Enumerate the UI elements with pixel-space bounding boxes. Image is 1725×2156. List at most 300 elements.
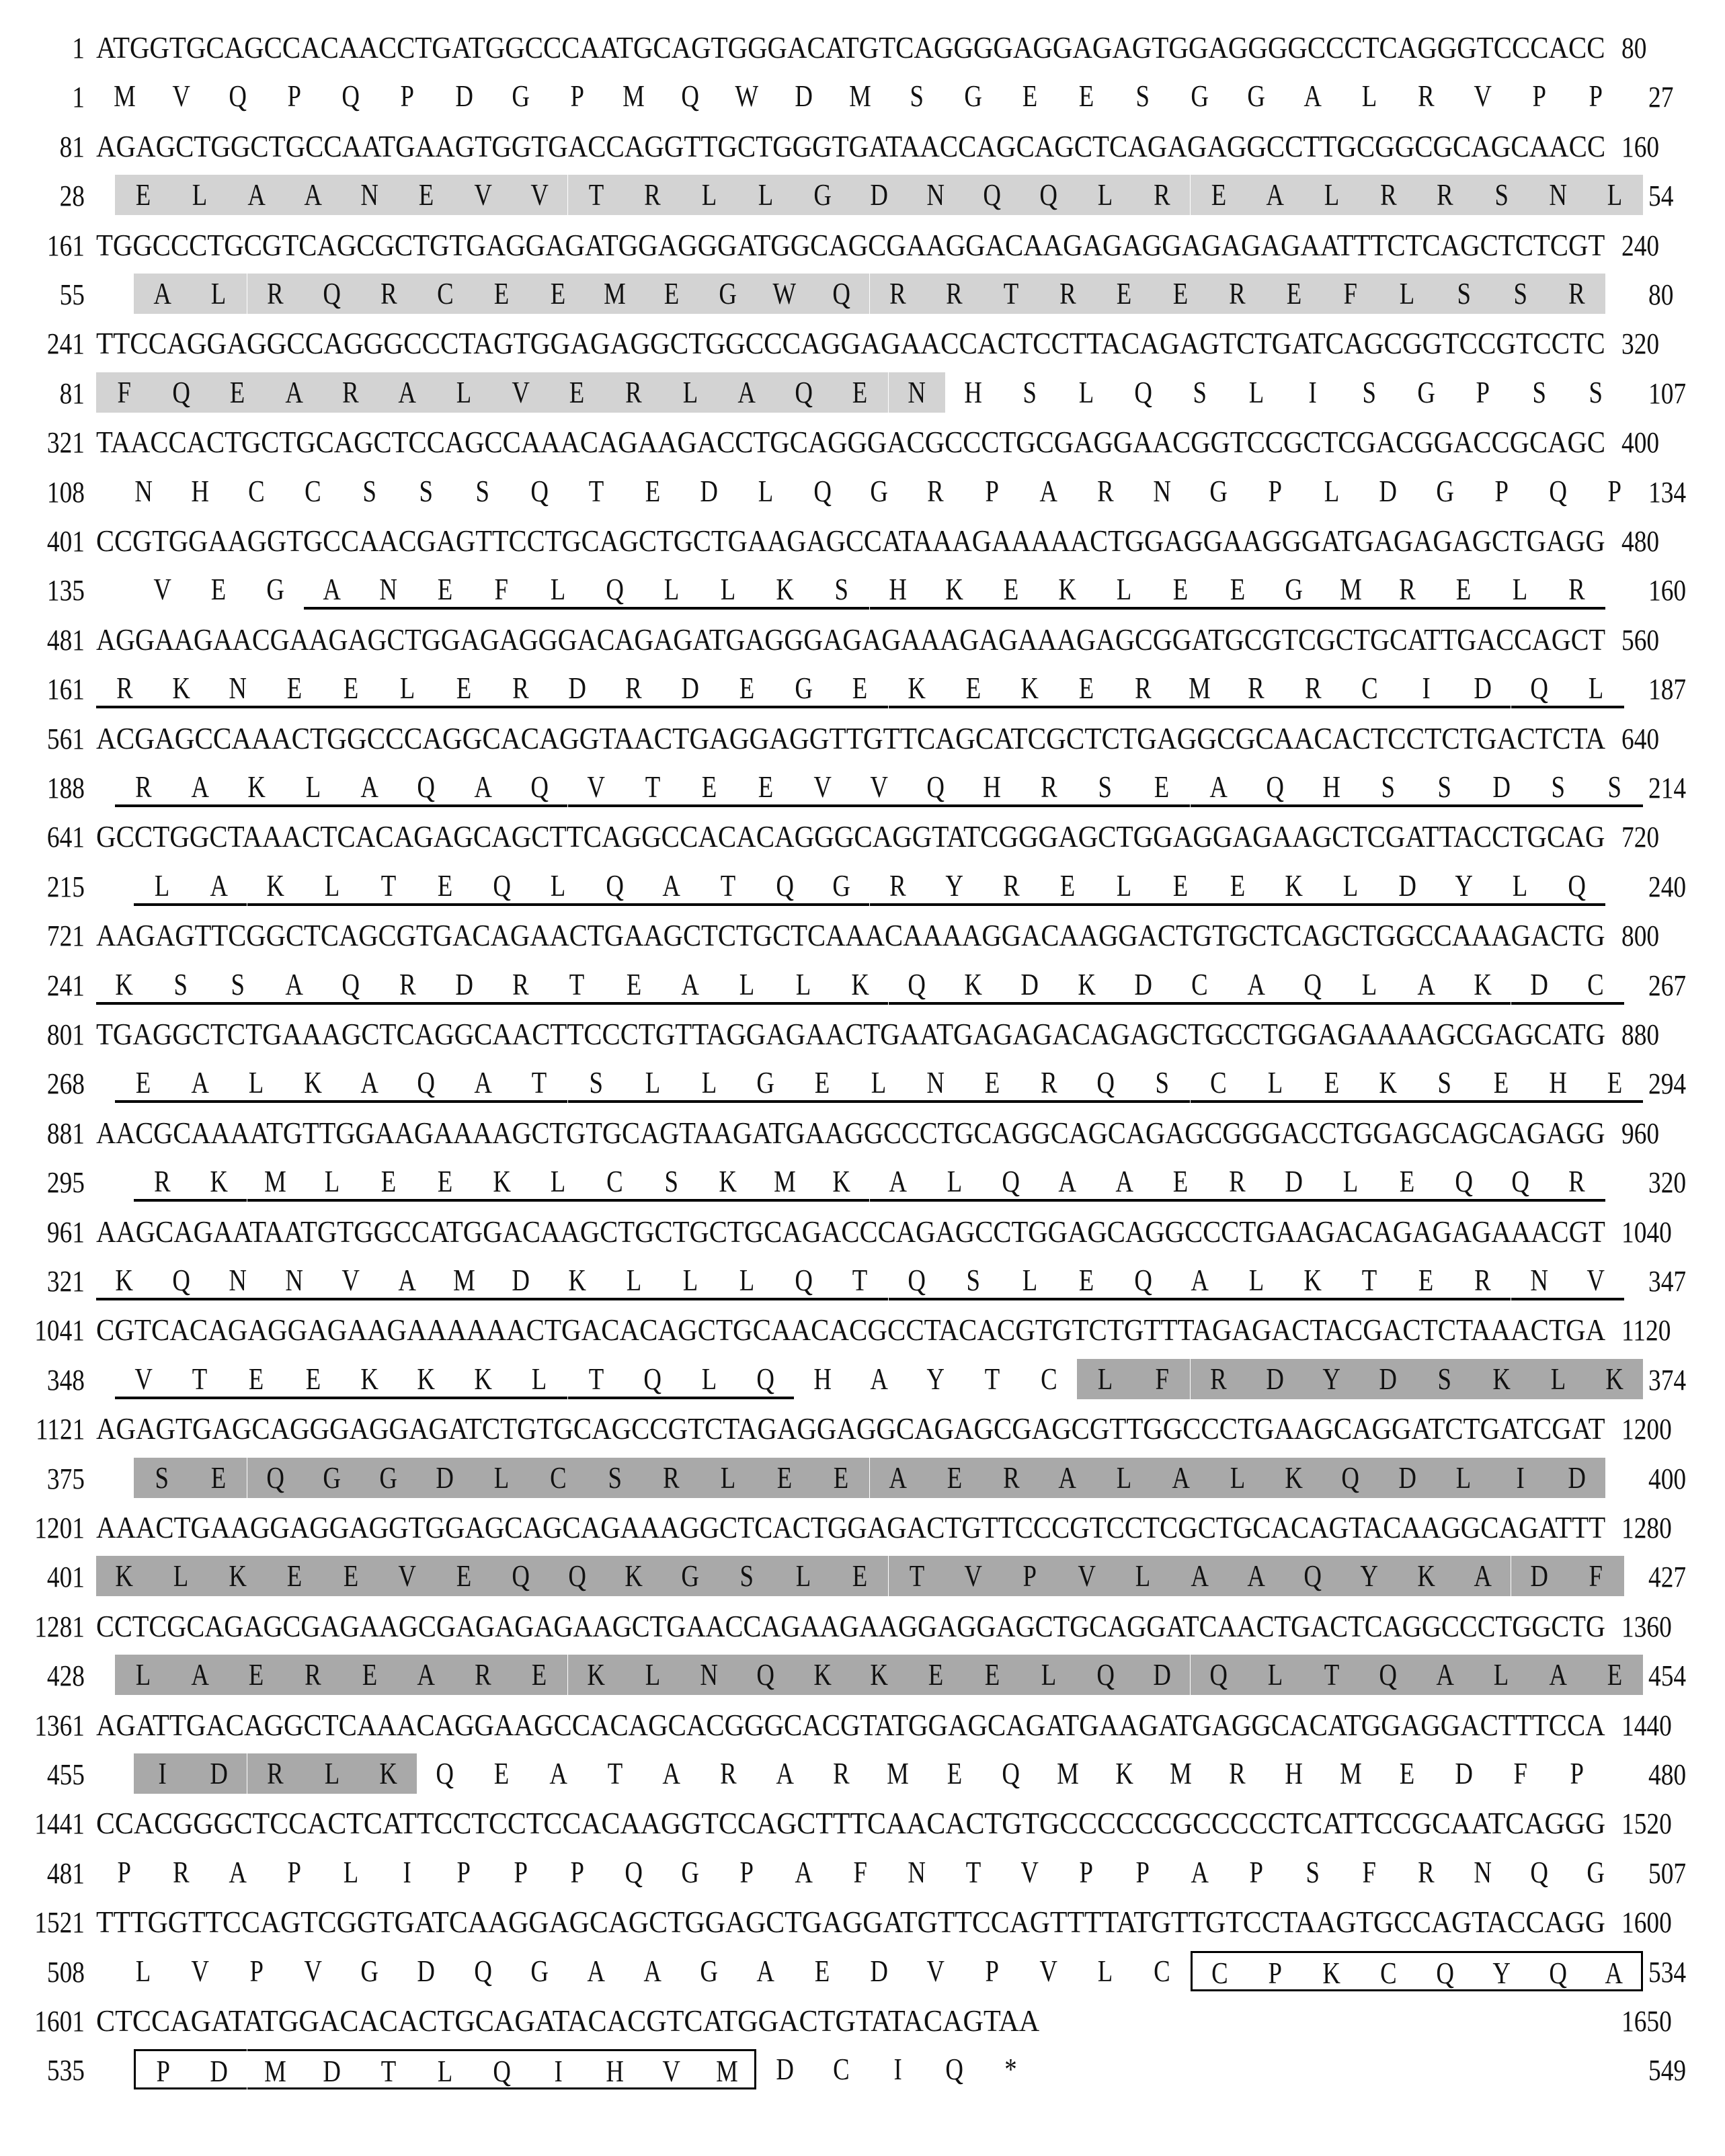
amino-acid-residue bbox=[1285, 1852, 1341, 1893]
residue-letter: K bbox=[1416, 1559, 1435, 1593]
residue-letter: R bbox=[1210, 1361, 1227, 1396]
amino-acid-residue bbox=[1209, 274, 1266, 314]
amino-acid-residue bbox=[511, 1951, 567, 1991]
residue-letter: N bbox=[285, 1263, 303, 1297]
protein-end-number: 54 bbox=[1648, 179, 1674, 213]
residue-letter: L bbox=[1361, 79, 1377, 114]
residue-letter: R bbox=[305, 1657, 321, 1692]
dna-start-number: 1601 bbox=[34, 2005, 85, 2038]
amino-acid-residue bbox=[1266, 1161, 1322, 1202]
amino-acid-residue bbox=[398, 175, 454, 215]
residue-letter: L bbox=[1267, 1065, 1283, 1100]
amino-acid-residue bbox=[285, 175, 342, 215]
residue-letter: E bbox=[418, 177, 434, 212]
amino-acid-residue bbox=[1549, 1458, 1605, 1498]
dna-start-number: 1521 bbox=[34, 1906, 85, 1940]
amino-acid-residue bbox=[1454, 964, 1511, 1005]
amino-acid-residue bbox=[870, 1753, 926, 1794]
dna-start-number: 721 bbox=[46, 919, 85, 953]
amino-acid-residue bbox=[1191, 767, 1247, 807]
amino-acid-residue bbox=[889, 1852, 945, 1893]
amino-acid-residue bbox=[1096, 569, 1152, 610]
residue-letter: D bbox=[417, 1953, 436, 1988]
residue-letter: E bbox=[551, 276, 566, 310]
residue-letter: K bbox=[115, 1263, 134, 1297]
residue-letter: G bbox=[681, 1854, 700, 1889]
residue-letter: K bbox=[587, 1657, 605, 1692]
amino-acid-residue bbox=[587, 866, 643, 906]
residue-letter: R bbox=[889, 276, 906, 310]
residue-letter: K bbox=[1492, 1361, 1511, 1396]
amino-acid-residue bbox=[606, 76, 662, 116]
amino-acid-residue bbox=[454, 175, 511, 215]
dna-start-number: 1041 bbox=[34, 1314, 85, 1348]
amino-acid-residue bbox=[625, 1655, 681, 1695]
residue-letter: N bbox=[926, 1065, 945, 1100]
amino-acid-residue bbox=[1454, 372, 1511, 413]
amino-acid-residue bbox=[1209, 1753, 1266, 1794]
residue-letter: S bbox=[1098, 770, 1113, 804]
residue-letter: K bbox=[870, 1657, 888, 1692]
amino-acid-residue bbox=[1058, 1556, 1115, 1596]
amino-acid-residue bbox=[1341, 1556, 1398, 1596]
residue-letter: E bbox=[1173, 276, 1189, 310]
residue-letter: Q bbox=[756, 1361, 775, 1396]
amino-acid-residue bbox=[436, 372, 492, 413]
residue-letter: L bbox=[456, 374, 472, 409]
amino-acid-residue bbox=[1530, 1359, 1587, 1399]
amino-acid-residue bbox=[549, 76, 605, 116]
residue-letter: L bbox=[1041, 1657, 1057, 1692]
residue-letter: V bbox=[342, 1263, 360, 1297]
residue-letter: G bbox=[379, 1460, 398, 1495]
residue-letter: Q bbox=[1549, 473, 1567, 508]
amino-acid-residue bbox=[1039, 1161, 1096, 1202]
residue-letter: A bbox=[662, 1756, 681, 1790]
amino-acid-residue bbox=[908, 175, 964, 215]
amino-acid-residue bbox=[606, 668, 662, 708]
residue-letter: R bbox=[380, 276, 397, 310]
amino-acid-residue bbox=[530, 866, 586, 906]
amino-acid-residue bbox=[737, 471, 794, 511]
residue-letter: Q bbox=[1303, 966, 1322, 1001]
residue-letter: L bbox=[758, 177, 774, 212]
amino-acid-residue bbox=[285, 1063, 342, 1103]
amino-acid-residue bbox=[1115, 668, 1171, 708]
dna-sequence-text: GCCTGGCTAAACTCACAGAGCAGCTTCAGGCCACACAGGGCAGGTATCGGGAGCTGGAGGAGAAGCTCGATTACCTGCAG bbox=[96, 819, 1605, 854]
residue-letter: D bbox=[1398, 868, 1416, 903]
amino-acid-residue bbox=[266, 1260, 323, 1300]
residue-letter: F bbox=[1343, 276, 1358, 310]
residue-letter: Q bbox=[1530, 1854, 1548, 1889]
dna-start-number: 1121 bbox=[35, 1413, 85, 1446]
dna-sequence-text: CCGTGGAAGGTGCCAACGAGTTCCTGCAGCTGCTGAAGAGCCATAAAGAAAAACTGGAGGAAGGGATGAGAGAGCTGAGG bbox=[96, 524, 1605, 558]
residue-letter: E bbox=[1173, 1164, 1189, 1199]
amino-acid-residue bbox=[171, 1951, 228, 1991]
residue-letter: K bbox=[1020, 671, 1039, 706]
amino-acid-residue bbox=[1568, 1260, 1624, 1300]
residue-letter: P bbox=[1249, 1854, 1263, 1889]
residue-letter: G bbox=[813, 177, 832, 212]
residue-letter: K bbox=[115, 1559, 134, 1593]
amino-acid-residue bbox=[436, 668, 492, 708]
residue-letter: S bbox=[834, 572, 848, 607]
residue-letter: Y bbox=[1455, 868, 1473, 903]
residue-letter: V bbox=[1077, 1559, 1096, 1593]
residue-letter: E bbox=[1078, 671, 1094, 706]
amino-acid-residue bbox=[96, 1260, 153, 1300]
dna-end-number: 1280 bbox=[1621, 1511, 1672, 1544]
residue-letter: K bbox=[832, 1164, 850, 1199]
amino-acid-residue bbox=[1303, 175, 1360, 215]
residue-letter: T bbox=[588, 1361, 604, 1396]
residue-letter: E bbox=[1173, 868, 1189, 903]
residue-letter: E bbox=[211, 572, 227, 607]
residue-letter: E bbox=[1494, 1065, 1509, 1100]
residue-letter: L bbox=[324, 1164, 340, 1199]
amino-acid-residue bbox=[643, 1161, 700, 1202]
residue-letter: P bbox=[1570, 1756, 1584, 1790]
residue-letter: S bbox=[1589, 374, 1603, 409]
residue-letter: E bbox=[626, 966, 641, 1001]
amino-acid-residue bbox=[870, 569, 926, 610]
amino-acid-residue bbox=[832, 372, 888, 413]
amino-acid-residue bbox=[1303, 1359, 1360, 1399]
residue-letter: Q bbox=[1511, 1164, 1529, 1199]
amino-acid-residue bbox=[983, 1458, 1039, 1498]
amino-acid-residue bbox=[794, 767, 850, 807]
amino-acid-residue bbox=[1191, 1655, 1247, 1695]
amino-acid-residue bbox=[587, 2049, 643, 2089]
amino-acid-residue bbox=[945, 668, 1002, 708]
amino-acid-residue bbox=[1549, 1161, 1605, 1202]
residue-letter: L bbox=[720, 1460, 736, 1495]
residue-letter: Q bbox=[908, 1263, 926, 1297]
amino-acid-residue bbox=[1492, 1458, 1548, 1498]
residue-letter: A bbox=[1266, 177, 1285, 212]
residue-letter: A bbox=[190, 1657, 209, 1692]
amino-acid-residue bbox=[1530, 175, 1587, 215]
amino-acid-residue bbox=[625, 1063, 681, 1103]
amino-acid-residue bbox=[96, 372, 153, 413]
residue-letter: K bbox=[360, 1361, 379, 1396]
amino-acid-residue bbox=[1228, 1852, 1285, 1893]
amino-acid-residue bbox=[1454, 668, 1511, 708]
residue-letter: V bbox=[134, 1361, 153, 1396]
amino-acid-residue bbox=[625, 1951, 681, 1991]
amino-acid-residue bbox=[1511, 372, 1568, 413]
amino-acid-residue bbox=[908, 1951, 964, 1991]
amino-acid-residue bbox=[209, 668, 266, 708]
amino-acid-residue bbox=[813, 1753, 869, 1794]
residue-letter: L bbox=[1342, 868, 1359, 903]
residue-letter: L bbox=[682, 374, 698, 409]
residue-letter: C bbox=[1361, 671, 1378, 706]
residue-letter: S bbox=[608, 1460, 622, 1495]
dna-start-number: 1441 bbox=[34, 1807, 85, 1841]
dna-end-number: 1040 bbox=[1621, 1215, 1672, 1249]
protein-start-number: 481 bbox=[46, 1856, 85, 1890]
protein-end-number: 214 bbox=[1648, 772, 1687, 804]
residue-letter: C bbox=[248, 473, 265, 508]
residue-letter: G bbox=[832, 868, 850, 903]
amino-acid-residue bbox=[190, 2049, 247, 2089]
amino-acid-residue bbox=[1473, 767, 1529, 807]
amino-acid-residue bbox=[662, 1260, 719, 1300]
protein-start-number: 295 bbox=[46, 1166, 85, 1200]
residue-letter: R bbox=[267, 276, 284, 310]
residue-letter: L bbox=[1248, 1263, 1264, 1297]
residue-letter: A bbox=[737, 374, 756, 409]
dna-sequence-text: CGTCACAGAGGAGAAGAAAAAACTGACACAGCTGCAACACGCCTACACGTGTCTGTTTAGAGACTACGACTCTAAACTGA bbox=[96, 1313, 1606, 1348]
residue-letter: T bbox=[192, 1361, 208, 1396]
protein-start-number: 535 bbox=[46, 2054, 85, 2087]
amino-acid-residue bbox=[794, 1951, 850, 1991]
residue-letter: E bbox=[1154, 770, 1170, 804]
residue-letter: T bbox=[720, 868, 736, 903]
residue-letter: E bbox=[437, 1164, 453, 1199]
protein-end-number: 240 bbox=[1648, 870, 1687, 903]
residue-letter: S bbox=[664, 1164, 679, 1199]
amino-acid-residue bbox=[171, 1359, 228, 1399]
residue-letter: K bbox=[568, 1263, 586, 1297]
residue-letter: Q bbox=[492, 868, 511, 903]
amino-acid-residue bbox=[1587, 1655, 1643, 1695]
residue-letter: T bbox=[569, 966, 585, 1001]
amino-acid-residue bbox=[171, 767, 228, 807]
residue-letter: R bbox=[1568, 276, 1585, 310]
amino-acid-residue bbox=[1530, 1063, 1587, 1103]
residue-letter: D bbox=[870, 1953, 888, 1988]
dna-end-number: 1440 bbox=[1621, 1708, 1672, 1742]
residue-letter: T bbox=[588, 473, 604, 508]
dna-end-number: 240 bbox=[1621, 229, 1660, 262]
residue-letter: E bbox=[664, 276, 680, 310]
residue-letter: D bbox=[454, 79, 473, 114]
amino-acid-residue bbox=[1077, 1951, 1133, 1991]
amino-acid-residue bbox=[511, 175, 567, 215]
amino-acid-residue bbox=[964, 175, 1020, 215]
amino-acid-residue bbox=[171, 1063, 228, 1103]
amino-acid-residue bbox=[285, 1655, 342, 1695]
residue-letter: D bbox=[1492, 770, 1511, 804]
amino-acid-residue bbox=[1191, 1951, 1247, 1991]
amino-acid-residue bbox=[190, 569, 247, 610]
amino-acid-residue bbox=[417, 569, 473, 610]
amino-acid-residue bbox=[737, 175, 794, 215]
residue-letter: G bbox=[360, 1953, 379, 1988]
residue-letter: L bbox=[758, 473, 774, 508]
amino-acid-residue bbox=[1322, 1161, 1379, 1202]
residue-letter: S bbox=[589, 1065, 603, 1100]
residue-letter: E bbox=[815, 1065, 830, 1100]
residue-letter: E bbox=[532, 1657, 547, 1692]
residue-letter: D bbox=[794, 79, 813, 114]
amino-acid-residue bbox=[643, 2049, 700, 2089]
amino-acid-residue bbox=[1398, 1260, 1454, 1300]
residue-letter: G bbox=[700, 1953, 719, 1988]
amino-acid-residue bbox=[643, 1458, 700, 1498]
residue-letter: Q bbox=[417, 1065, 436, 1100]
amino-acid-residue bbox=[737, 1655, 794, 1695]
residue-letter: R bbox=[1002, 1460, 1020, 1495]
amino-acid-residue bbox=[794, 1655, 850, 1695]
amino-acid-residue bbox=[1209, 1458, 1266, 1498]
amino-acid-residue bbox=[360, 1458, 417, 1498]
residue-letter: Q bbox=[1303, 1559, 1322, 1593]
amino-acid-residue bbox=[1492, 866, 1548, 906]
amino-acid-residue bbox=[700, 1161, 756, 1202]
amino-acid-residue bbox=[1115, 1556, 1171, 1596]
amino-acid-residue bbox=[945, 1852, 1002, 1893]
amino-acid-residue bbox=[1096, 1753, 1152, 1794]
residue-letter: L bbox=[1324, 177, 1340, 212]
amino-acid-residue bbox=[1303, 1655, 1360, 1695]
amino-acid-residue bbox=[1454, 76, 1511, 116]
amino-acid-residue bbox=[1209, 1161, 1266, 1202]
residue-letter: Q bbox=[832, 276, 850, 310]
residue-letter: C bbox=[1587, 966, 1605, 1001]
residue-letter: T bbox=[380, 2054, 397, 2089]
amino-acid-residue bbox=[285, 767, 342, 807]
amino-acid-residue bbox=[643, 569, 700, 610]
amino-acid-residue bbox=[492, 76, 549, 116]
protein-start-number: 375 bbox=[46, 1462, 85, 1495]
amino-acid-residue bbox=[1454, 1556, 1511, 1596]
residue-letter: E bbox=[1022, 79, 1038, 114]
residue-letter: Q bbox=[171, 374, 190, 409]
residue-letter: L bbox=[1342, 1164, 1359, 1199]
amino-acid-residue bbox=[153, 1260, 209, 1300]
residue-letter: A bbox=[1058, 1164, 1077, 1199]
residue-letter: P bbox=[1268, 1955, 1283, 1990]
residue-letter: F bbox=[1155, 1361, 1169, 1396]
amino-acid-residue bbox=[1303, 1951, 1360, 1991]
residue-letter: A bbox=[1604, 1955, 1623, 1990]
amino-acid-residue bbox=[1530, 1951, 1587, 1991]
residue-letter: E bbox=[1418, 1263, 1434, 1297]
amino-acid-residue bbox=[473, 1458, 530, 1498]
residue-letter: R bbox=[1154, 177, 1170, 212]
residue-letter: K bbox=[304, 1065, 322, 1100]
residue-letter: Q bbox=[756, 1657, 775, 1692]
amino-acid-residue bbox=[473, 569, 530, 610]
amino-acid-residue bbox=[568, 1655, 625, 1695]
amino-acid-residue bbox=[342, 175, 398, 215]
amino-acid-residue bbox=[266, 668, 323, 708]
amino-acid-residue bbox=[587, 274, 643, 314]
residue-letter: C bbox=[1379, 1955, 1397, 1990]
residue-letter: P bbox=[1494, 473, 1509, 508]
residue-letter: S bbox=[1438, 770, 1452, 804]
residue-letter: L bbox=[1248, 374, 1264, 409]
residue-letter: L bbox=[1399, 276, 1415, 310]
amino-acid-residue bbox=[945, 76, 1002, 116]
amino-acid-residue bbox=[1171, 668, 1228, 708]
amino-acid-residue bbox=[436, 1260, 492, 1300]
amino-acid-residue bbox=[1133, 767, 1190, 807]
residue-letter: L bbox=[664, 572, 680, 607]
residue-letter: E bbox=[494, 1756, 510, 1790]
amino-acid-residue bbox=[850, 1063, 907, 1103]
residue-letter: G bbox=[719, 276, 737, 310]
protein-end-number: 134 bbox=[1648, 475, 1687, 509]
amino-acid-residue bbox=[1379, 569, 1435, 610]
residue-letter: E bbox=[758, 770, 774, 804]
residue-letter: L bbox=[532, 1361, 547, 1396]
dna-start-number: 321 bbox=[46, 426, 85, 460]
residue-letter: D bbox=[568, 671, 586, 706]
residue-letter: E bbox=[834, 1460, 849, 1495]
amino-acid-residue bbox=[266, 964, 323, 1005]
amino-acid-residue bbox=[398, 1359, 454, 1399]
amino-acid-residue bbox=[436, 964, 492, 1005]
residue-letter: Q bbox=[512, 1559, 530, 1593]
amino-acid-residue bbox=[1492, 1753, 1548, 1794]
residue-letter: T bbox=[588, 177, 604, 212]
amino-acid-residue bbox=[945, 372, 1002, 413]
amino-acid-residue bbox=[549, 1556, 605, 1596]
residue-letter: K bbox=[379, 1756, 398, 1790]
residue-letter: T bbox=[645, 770, 661, 804]
protein-end-number: 80 bbox=[1648, 278, 1674, 311]
amino-acid-residue bbox=[1435, 1753, 1492, 1794]
protein-end-number: 507 bbox=[1648, 1856, 1687, 1890]
residue-letter: H bbox=[1549, 1065, 1567, 1100]
amino-acid-residue bbox=[926, 1458, 983, 1498]
amino-acid-residue bbox=[1511, 1556, 1568, 1596]
amino-acid-residue bbox=[756, 1458, 813, 1498]
amino-acid-residue bbox=[115, 1951, 171, 1991]
amino-acid-residue bbox=[323, 964, 379, 1005]
amino-acid-residue bbox=[1360, 1951, 1416, 1991]
residue-letter: L bbox=[1588, 671, 1604, 706]
residue-letter: D bbox=[870, 177, 888, 212]
amino-acid-residue bbox=[1152, 1458, 1209, 1498]
amino-acid-residue bbox=[1341, 76, 1398, 116]
amino-acid-residue bbox=[1360, 175, 1416, 215]
residue-letter: K bbox=[813, 1657, 832, 1692]
amino-acid-residue bbox=[1568, 76, 1624, 116]
amino-acid-residue bbox=[134, 274, 190, 314]
amino-acid-residue bbox=[379, 668, 436, 708]
amino-acid-residue bbox=[454, 1951, 511, 1991]
residue-letter: V bbox=[587, 770, 605, 804]
residue-letter: L bbox=[739, 1263, 755, 1297]
residue-letter: A bbox=[775, 1756, 794, 1790]
amino-acid-residue bbox=[700, 866, 756, 906]
residue-letter: R bbox=[512, 671, 529, 706]
residue-letter: S bbox=[1532, 374, 1546, 409]
amino-acid-residue bbox=[964, 1359, 1020, 1399]
dna-end-number: 960 bbox=[1621, 1116, 1660, 1150]
residue-letter: L bbox=[947, 1164, 962, 1199]
residue-letter: E bbox=[456, 1559, 472, 1593]
residue-letter: Q bbox=[1568, 868, 1586, 903]
residue-letter: V bbox=[190, 1953, 209, 1988]
residue-letter: Q bbox=[625, 1854, 643, 1889]
amino-acid-residue bbox=[719, 1556, 775, 1596]
amino-acid-residue bbox=[625, 175, 681, 215]
amino-acid-residue bbox=[1171, 1556, 1228, 1596]
amino-acid-residue bbox=[1379, 1458, 1435, 1498]
amino-acid-residue bbox=[1568, 372, 1624, 413]
amino-acid-residue bbox=[889, 964, 945, 1005]
amino-acid-residue bbox=[398, 767, 454, 807]
amino-acid-residue bbox=[1341, 372, 1398, 413]
residue-letter: P bbox=[249, 1953, 264, 1988]
residue-letter: P bbox=[1136, 1854, 1150, 1889]
